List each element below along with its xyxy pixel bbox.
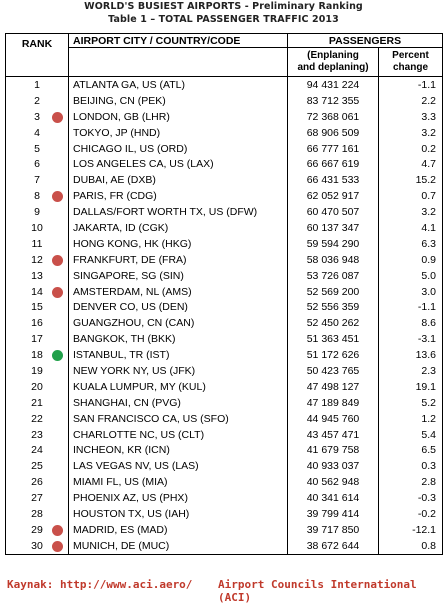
rank-cell (6, 220, 69, 236)
table-row (6, 93, 443, 109)
rank-cell (6, 379, 69, 395)
passengers-cell: 52 569 200 (288, 284, 379, 300)
passengers-cell: 43 457 471 (288, 427, 379, 443)
table-row (6, 442, 443, 458)
rank-cell (6, 204, 69, 220)
passengers-cell: 60 470 507 (288, 204, 379, 220)
passengers-cell: 60 137 347 (288, 220, 379, 236)
percent-change-cell: 2.3 (379, 363, 443, 379)
rank-cell (6, 474, 69, 490)
red-marker-icon (52, 191, 63, 202)
airport-cell: JAKARTA, ID (CGK) (69, 220, 288, 236)
table-row (6, 172, 443, 188)
passengers-cell: 66 777 161 (288, 141, 379, 157)
rank-cell (6, 268, 69, 284)
percent-change-cell: 0.8 (379, 538, 443, 554)
rank-cell (6, 252, 69, 268)
rank-cell (6, 522, 69, 538)
table-row (6, 474, 443, 490)
table-row (6, 411, 443, 427)
table-row (6, 379, 443, 395)
percent-change-cell: -0.3 (379, 490, 443, 506)
rank-cell (6, 236, 69, 252)
rank-number: 10 (31, 221, 43, 234)
airport-cell: MADRID, ES (MAD) (69, 522, 288, 538)
red-marker-icon (52, 541, 63, 552)
passengers-cell: 41 679 758 (288, 442, 379, 458)
rank-number: 24 (31, 444, 43, 457)
table-row (6, 331, 443, 347)
percent-change-cell: 5.0 (379, 268, 443, 284)
rank-cell (6, 442, 69, 458)
rank-number: 1 (34, 78, 40, 91)
rank-number: 29 (31, 523, 43, 536)
document-title: WORLD'S BUSIEST AIRPORTS - Preliminary Ranking (84, 1, 363, 12)
airport-cell: HOUSTON TX, US (IAH) (69, 506, 288, 522)
passengers-cell: 94 431 224 (288, 77, 379, 93)
percent-change-cell: 3.2 (379, 204, 443, 220)
percent-change-header (379, 48, 443, 77)
passengers-cell: 58 036 948 (288, 252, 379, 268)
rank-cell (6, 506, 69, 522)
rank-cell (6, 427, 69, 443)
rank-cell (6, 284, 69, 300)
rank-cell (6, 156, 69, 172)
table-subtitle: Table 1 – TOTAL PASSENGER TRAFFIC 2013 (108, 14, 339, 25)
percent-change-cell: 2.2 (379, 93, 443, 109)
percent-header-line2: change (393, 62, 429, 73)
percent-change-cell: 0.9 (379, 252, 443, 268)
passengers-cell: 52 450 262 (288, 315, 379, 331)
table-row (6, 506, 443, 522)
airport-cell: SAN FRANCISCO CA, US (SFO) (69, 411, 288, 427)
airport-cell: DENVER CO, US (DEN) (69, 299, 288, 315)
passengers-cell: 62 052 917 (288, 188, 379, 204)
rank-number: 27 (31, 492, 43, 505)
rank-cell (6, 299, 69, 315)
percent-change-cell: 19.1 (379, 379, 443, 395)
rank-cell (6, 93, 69, 109)
passengers-cell: 52 556 359 (288, 299, 379, 315)
airport-cell: MUNICH, DE (MUC) (69, 538, 288, 554)
airport-cell: ATLANTA GA, US (ATL) (69, 77, 288, 93)
airport-cell: KUALA LUMPUR, MY (KUL) (69, 379, 288, 395)
green-marker-icon (52, 350, 63, 361)
airport-cell: LOS ANGELES CA, US (LAX) (69, 156, 288, 172)
passengers-cell: 47 498 127 (288, 379, 379, 395)
passengers-cell: 66 667 619 (288, 156, 379, 172)
rank-cell (6, 188, 69, 204)
percent-change-cell: 6.3 (379, 236, 443, 252)
passengers-cell: 44 945 760 (288, 411, 379, 427)
airport-cell: CHICAGO IL, US (ORD) (69, 141, 288, 157)
enplaning-header-line1: (Enplaning (307, 50, 359, 61)
percent-change-cell: 13.6 (379, 347, 443, 363)
rank-number: 14 (31, 285, 43, 298)
rank-number: 15 (31, 301, 43, 314)
table-row (6, 252, 443, 268)
rank-number: 19 (31, 364, 43, 377)
table-row (6, 458, 443, 474)
airport-cell: SINGAPORE, SG (SIN) (69, 268, 288, 284)
passengers-cell: 39 799 414 (288, 506, 379, 522)
passengers-cell: 39 717 850 (288, 522, 379, 538)
passengers-cell: 66 431 533 (288, 172, 379, 188)
passengers-cell: 68 906 509 (288, 125, 379, 141)
rank-number: 26 (31, 476, 43, 489)
table-row (6, 538, 443, 554)
passengers-cell: 40 341 614 (288, 490, 379, 506)
rank-number: 20 (31, 380, 43, 393)
rank-number: 17 (31, 333, 43, 346)
percent-change-cell: 0.3 (379, 458, 443, 474)
passengers-cell: 53 726 087 (288, 268, 379, 284)
rank-cell (6, 141, 69, 157)
rank-number: 3 (34, 110, 40, 123)
table-row (6, 315, 443, 331)
percent-change-cell: 6.5 (379, 442, 443, 458)
percent-change-cell: -0.2 (379, 506, 443, 522)
table-row (6, 363, 443, 379)
passengers-cell: 50 423 765 (288, 363, 379, 379)
airport-cell: NEW YORK NY, US (JFK) (69, 363, 288, 379)
table-row (6, 156, 443, 172)
table-row (6, 188, 443, 204)
table-row (6, 220, 443, 236)
passenger-traffic-table (5, 33, 443, 555)
rank-cell (6, 331, 69, 347)
percent-change-cell: -1.1 (379, 299, 443, 315)
rank-number: 23 (31, 428, 43, 441)
passengers-cell: 38 672 644 (288, 538, 379, 554)
rank-cell (6, 458, 69, 474)
airport-cell: CHARLOTTE NC, US (CLT) (69, 427, 288, 443)
percent-change-cell: 3.2 (379, 125, 443, 141)
table-row (6, 109, 443, 125)
percent-change-cell: 5.2 (379, 395, 443, 411)
table-row (6, 299, 443, 315)
airport-cell: PARIS, FR (CDG) (69, 188, 288, 204)
rank-number: 25 (31, 460, 43, 473)
airport-cell: BANGKOK, TH (BKK) (69, 331, 288, 347)
airport-cell: HONG KONG, HK (HKG) (69, 236, 288, 252)
rank-number: 30 (31, 539, 43, 552)
rank-number: 18 (31, 349, 43, 362)
airport-subheader-blank (69, 48, 288, 77)
rank-number: 16 (31, 317, 43, 330)
rank-cell (6, 109, 69, 125)
percent-change-cell: 1.2 (379, 411, 443, 427)
table-row (6, 347, 443, 363)
passengers-header: PASSENGERS (288, 34, 443, 48)
enplaning-header-line2: and deplaning) (297, 62, 369, 73)
table-row (6, 284, 443, 300)
rank-number: 5 (34, 142, 40, 155)
rank-number: 12 (31, 253, 43, 266)
table-row (6, 427, 443, 443)
enplaning-header (288, 48, 379, 77)
table-row (6, 522, 443, 538)
percent-change-cell: 15.2 (379, 172, 443, 188)
percent-change-cell: 0.2 (379, 141, 443, 157)
red-marker-icon (52, 525, 63, 536)
percent-change-cell: -1.1 (379, 77, 443, 93)
rank-cell (6, 363, 69, 379)
rank-number: 22 (31, 412, 43, 425)
rank-number: 28 (31, 507, 43, 520)
passengers-cell: 72 368 061 (288, 109, 379, 125)
passengers-cell: 47 189 849 (288, 395, 379, 411)
percent-change-cell: 4.1 (379, 220, 443, 236)
rank-cell (6, 172, 69, 188)
airport-cell: INCHEON, KR (ICN) (69, 442, 288, 458)
rank-number: 8 (34, 190, 40, 203)
percent-change-cell: 3.3 (379, 109, 443, 125)
red-marker-icon (52, 287, 63, 298)
red-marker-icon (52, 112, 63, 123)
percent-header-line1: Percent (392, 50, 429, 61)
rank-cell (6, 411, 69, 427)
source-link[interactable]: Kaynak: http://www.aci.aero/ (7, 578, 193, 591)
passengers-cell: 40 562 948 (288, 474, 379, 490)
table-row (6, 204, 443, 220)
airport-cell: GUANGZHOU, CN (CAN) (69, 315, 288, 331)
rank-header: RANK (6, 34, 69, 77)
percent-change-cell: 3.0 (379, 284, 443, 300)
rank-cell (6, 347, 69, 363)
rank-number: 6 (34, 158, 40, 171)
airport-cell: DALLAS/FORT WORTH TX, US (DFW) (69, 204, 288, 220)
airport-header: AIRPORT CITY / COUNTRY/CODE (69, 34, 288, 48)
rank-number: 11 (31, 237, 43, 250)
airport-cell: SHANGHAI, CN (PVG) (69, 395, 288, 411)
percent-change-cell: -3.1 (379, 331, 443, 347)
rank-number: 4 (34, 126, 40, 139)
airport-cell: PHOENIX AZ, US (PHX) (69, 490, 288, 506)
table-row (6, 236, 443, 252)
rank-cell (6, 77, 69, 93)
rank-cell (6, 538, 69, 554)
organization-name: Airport Councils International (ACI) (218, 578, 417, 604)
passengers-cell: 51 363 451 (288, 331, 379, 347)
passengers-cell: 51 172 626 (288, 347, 379, 363)
passengers-cell: 83 712 355 (288, 93, 379, 109)
table-row (6, 77, 443, 93)
airport-cell: FRANKFURT, DE (FRA) (69, 252, 288, 268)
rank-number: 21 (31, 396, 43, 409)
airport-cell: DUBAI, AE (DXB) (69, 172, 288, 188)
rank-number: 13 (31, 269, 43, 282)
percent-change-cell: 5.4 (379, 427, 443, 443)
rank-number: 2 (34, 94, 40, 107)
airport-cell: MIAMI FL, US (MIA) (69, 474, 288, 490)
table-row (6, 395, 443, 411)
airport-cell: ISTANBUL, TR (IST) (69, 347, 288, 363)
table-row (6, 141, 443, 157)
percent-change-cell: 0.7 (379, 188, 443, 204)
table-row (6, 490, 443, 506)
percent-change-cell: 4.7 (379, 156, 443, 172)
table-row (6, 125, 443, 141)
passengers-cell: 40 933 037 (288, 458, 379, 474)
table-body (6, 77, 443, 555)
percent-change-cell: 2.8 (379, 474, 443, 490)
airport-cell: TOKYO, JP (HND) (69, 125, 288, 141)
red-marker-icon (52, 255, 63, 266)
airport-cell: AMSTERDAM, NL (AMS) (69, 284, 288, 300)
rank-cell (6, 395, 69, 411)
rank-cell (6, 490, 69, 506)
percent-change-cell: -12.1 (379, 522, 443, 538)
percent-change-cell: 8.6 (379, 315, 443, 331)
passengers-cell: 59 594 290 (288, 236, 379, 252)
airport-cell: BEIJING, CN (PEK) (69, 93, 288, 109)
rank-number: 7 (34, 174, 40, 187)
rank-number: 9 (34, 206, 40, 219)
rank-cell (6, 315, 69, 331)
table-row (6, 268, 443, 284)
airport-cell: LAS VEGAS NV, US (LAS) (69, 458, 288, 474)
airport-cell: LONDON, GB (LHR) (69, 109, 288, 125)
rank-cell (6, 125, 69, 141)
